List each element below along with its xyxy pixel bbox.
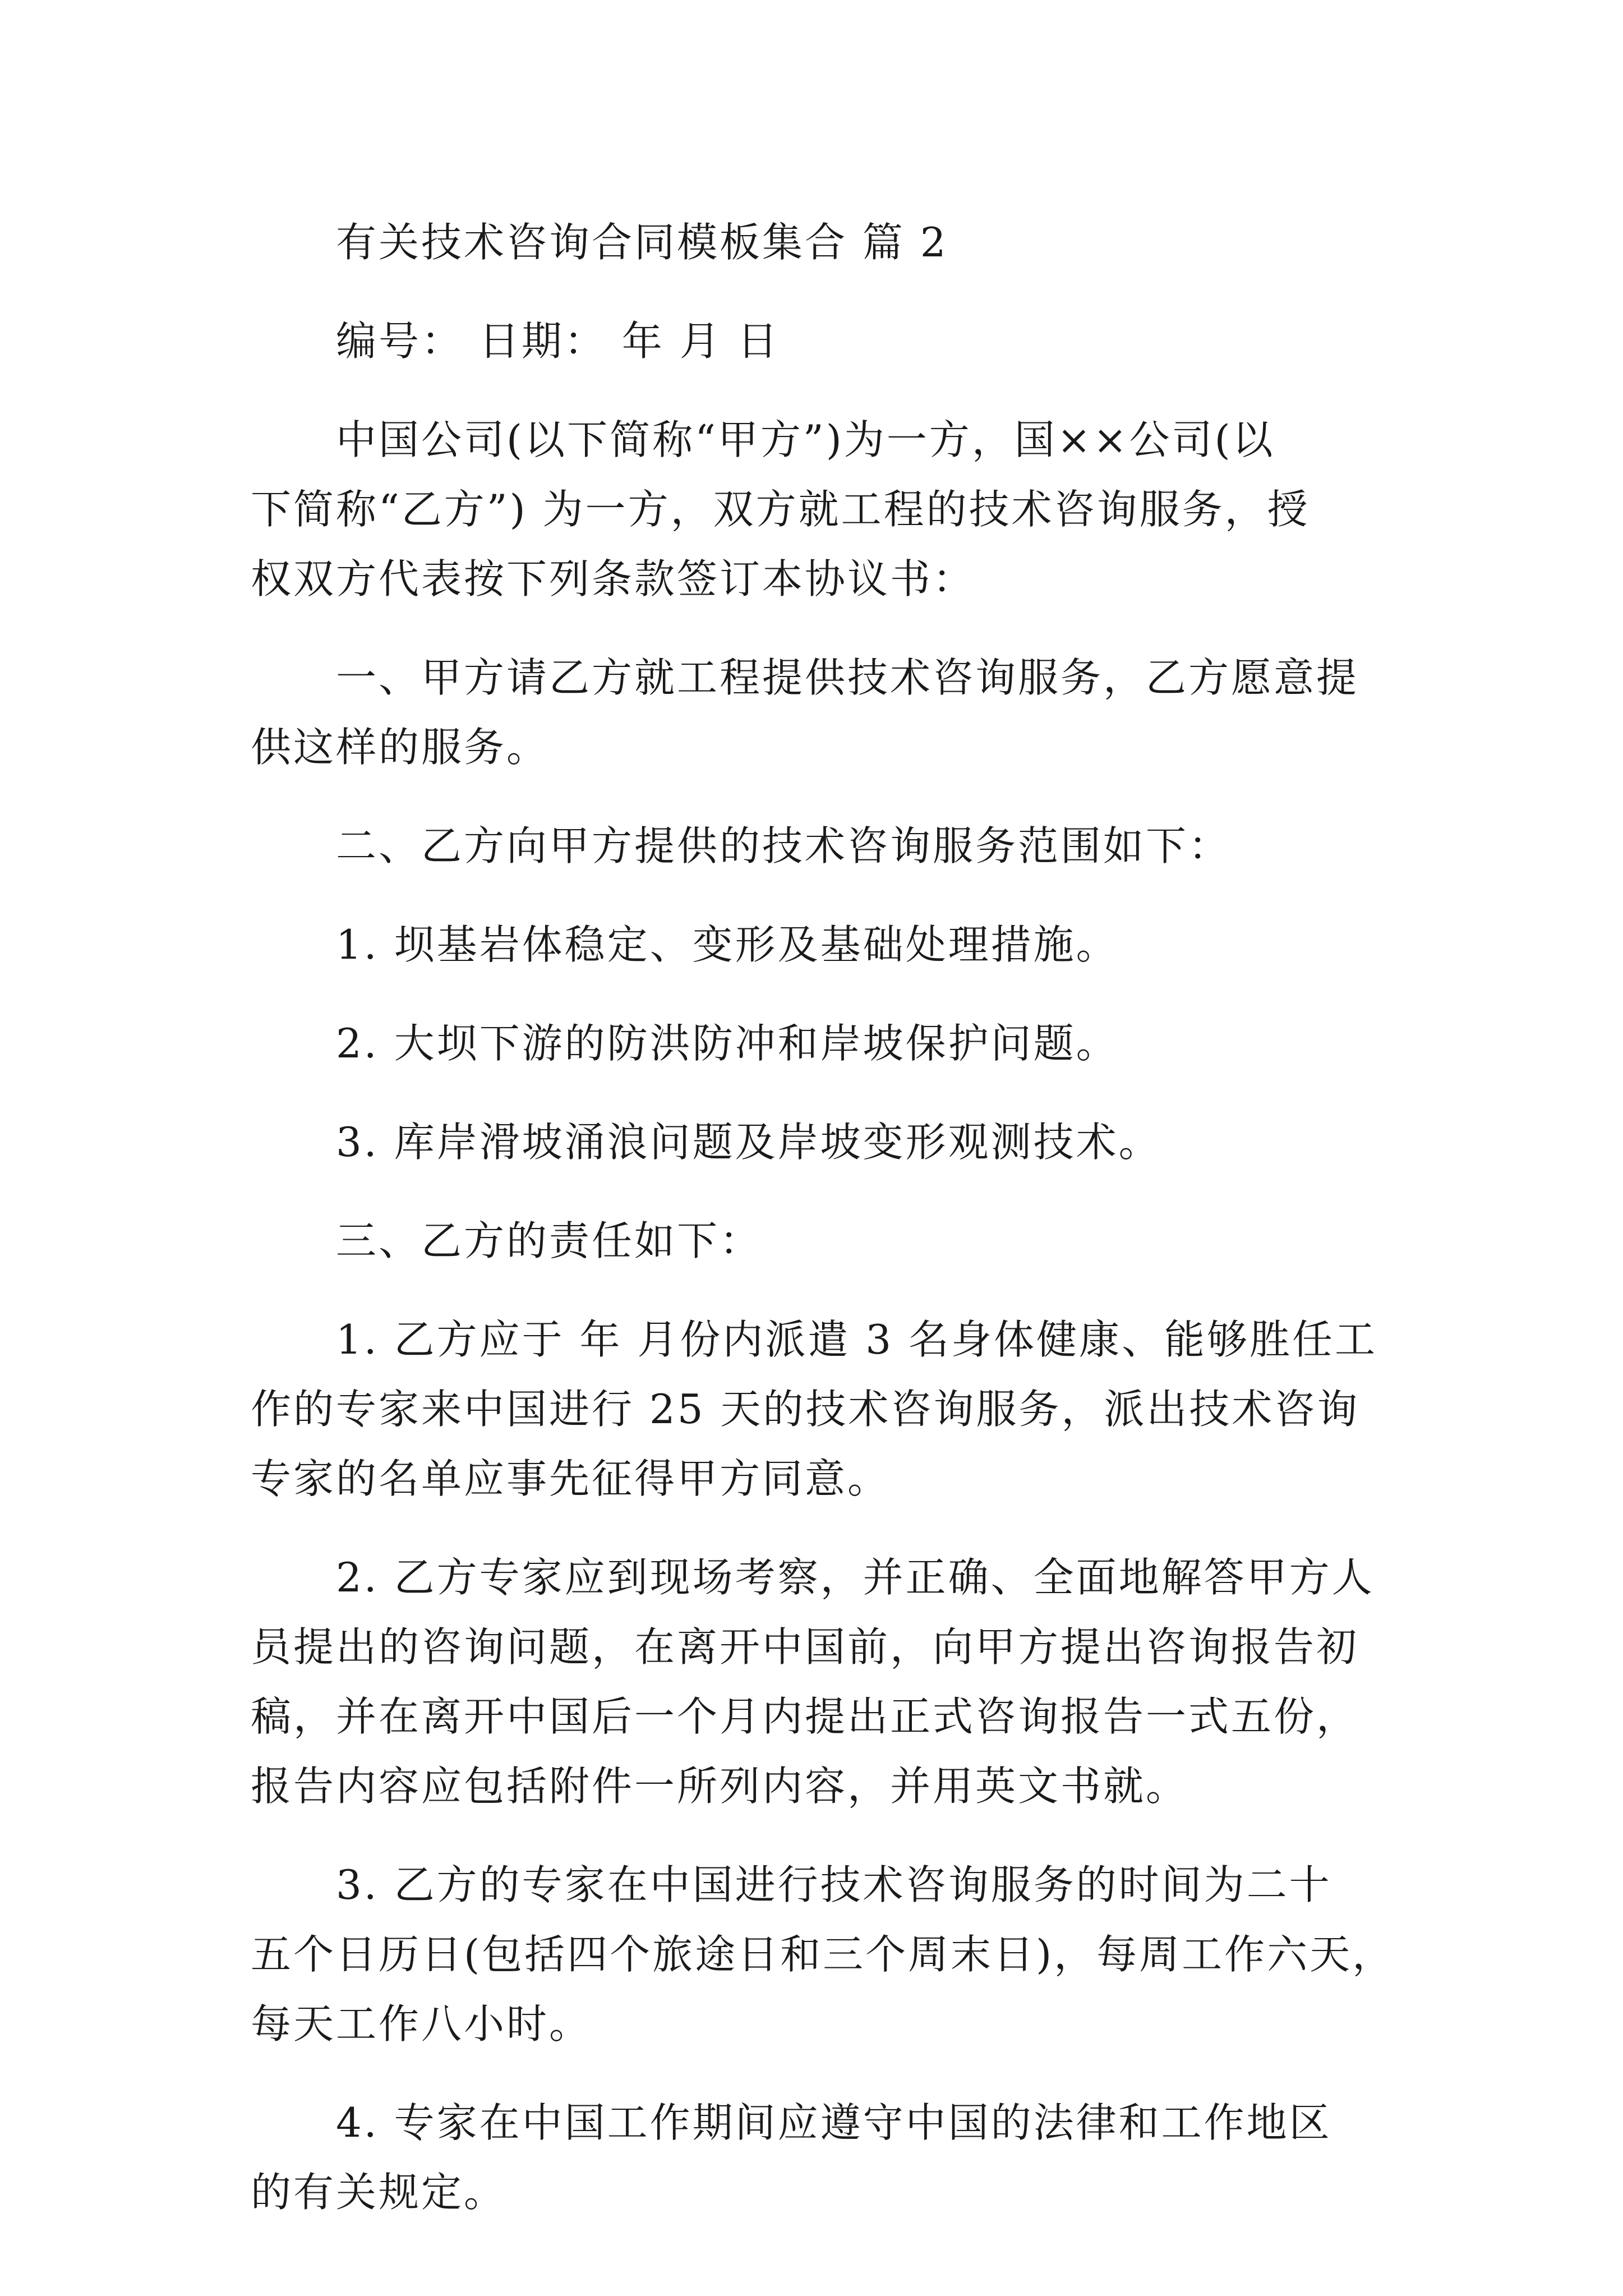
paragraph — [251, 1009, 1389, 1078]
paragraph-line: 员提出的咨询问题，在离开中国前，向甲方提出咨询报告初 — [251, 1623, 1359, 1671]
paragraph — [251, 1305, 1389, 1513]
paragraph — [251, 811, 1389, 881]
paragraph-line: 2. 大坝下游的防洪防冲和岸坡保护问题。 — [336, 1020, 1119, 1067]
paragraph — [251, 405, 1389, 614]
document-title: 有关技术咨询合同模板集合 篇 2 — [336, 219, 948, 266]
paragraph-line: 中国公司(以下简称“甲方”)为一方，国××公司(以 — [336, 416, 1275, 463]
paragraph-line: 的有关规定。 — [251, 2169, 507, 2216]
paragraph — [251, 2088, 1389, 2227]
document-page — [251, 208, 1395, 2256]
paragraph-line: 权双方代表按下列条款签订本协议书： — [251, 555, 976, 602]
paragraph — [251, 1206, 1389, 1276]
paragraph — [251, 910, 1389, 979]
paragraph-line: 4. 专家在中国工作期间应遵守中国的法律和工作地区 — [336, 2099, 1332, 2146]
paragraph-line: 专家的名单应事先征得甲方同意。 — [251, 1455, 891, 1502]
paragraph — [251, 1107, 1389, 1177]
paragraph-line: 1. 坝基岩体稳定、变形及基础处理措施。 — [336, 921, 1119, 968]
paragraph-line: 一、甲方请乙方就工程提供技术咨询服务，乙方愿意提 — [336, 654, 1359, 701]
paragraph — [251, 643, 1389, 782]
paragraph-line: 1. 乙方应于 年 月份内派遣 3 名身体健康、能够胜任工 — [336, 1316, 1377, 1363]
paragraph-line: 五个日历日(包括四个旅途日和三个周末日)，每周工作六天， — [251, 1931, 1395, 1978]
paragraph-line: 报告内容应包括附件一所列内容，并用英文书就。 — [251, 1763, 1189, 1810]
paragraph-list — [251, 405, 1395, 2227]
paragraph — [251, 1543, 1389, 1821]
paragraph-line: 2. 乙方专家应到现场考察，并正确、全面地解答甲方人 — [336, 1554, 1375, 1601]
paragraph-line: 每天工作八小时。 — [251, 2000, 592, 2047]
paragraph-line: 稿，并在离开中国后一个月内提出正式咨询报告一式五份， — [251, 1693, 1359, 1740]
paragraph-line: 3. 乙方的专家在中国进行技术咨询服务的时间为二十 — [336, 1861, 1332, 1908]
paragraph-line: 二、乙方向甲方提供的技术咨询服务范围如下： — [336, 822, 1232, 869]
document-meta: 编号： 日期： 年 月 日 — [336, 318, 780, 365]
paragraph — [251, 1850, 1395, 2059]
paragraph-line: 下简称“乙方”) 为一方，双方就工程的技术咨询服务，授 — [251, 486, 1310, 533]
paragraph-line: 三、乙方的责任如下： — [336, 1217, 763, 1264]
paragraph-line: 3. 库岸滑坡涌浪问题及岸坡变形观测技术。 — [336, 1119, 1161, 1166]
paragraph-line: 作的专家来中国进行 25 天的技术咨询服务，派出技术咨询 — [251, 1386, 1360, 1433]
paragraph-line: 供这样的服务。 — [251, 724, 550, 771]
